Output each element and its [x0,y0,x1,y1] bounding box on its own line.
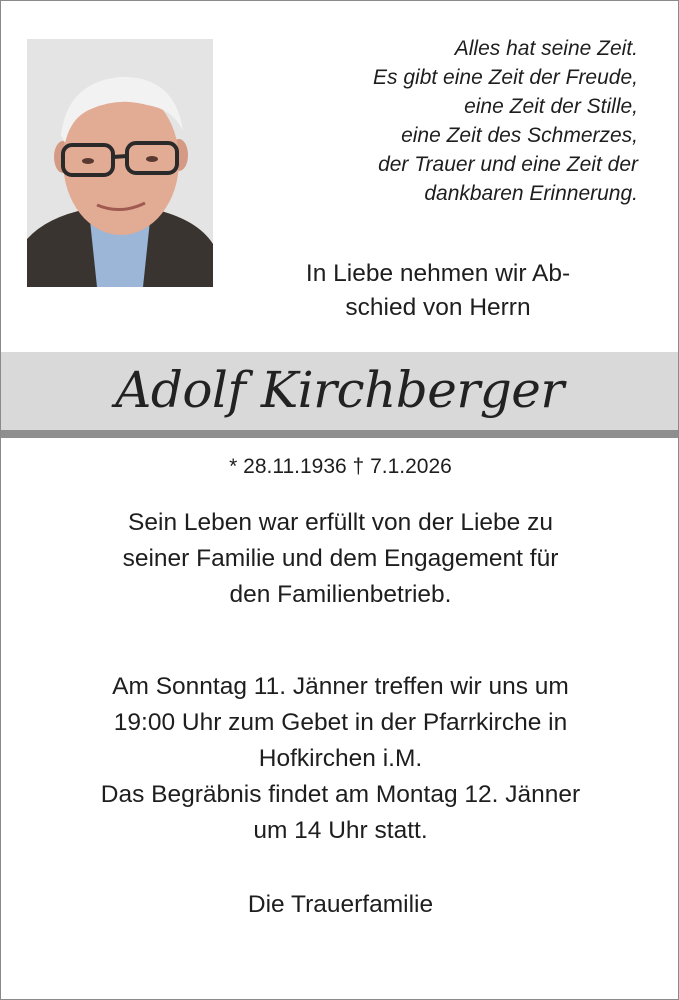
life-dates: * 28.11.1936 † 7.1.2026 [229,455,452,478]
text-line: um 14 Uhr statt. [253,817,428,844]
poem-line: Alles hat seine Zeit. [454,37,638,60]
text-line: den Familienbetrieb. [229,581,452,608]
family-signature: Die Trauerfamilie [247,891,434,918]
deceased-name: Adolf Kirchberger [115,361,564,419]
poem-line: eine Zeit des Schmerzes, [401,124,638,147]
poem-line: eine Zeit der Stille, [464,95,638,118]
banner-divider [1,430,678,438]
intro-line: In Liebe nehmen wir Ab- [305,260,571,287]
intro-line: schied von Herrn [345,294,531,321]
text-line: Das Begräbnis findet am Montag 12. Jänner [100,781,581,808]
name-banner [1,352,678,438]
text-line: Hofkirchen i.M. [258,745,423,772]
poem-line: dankbaren Erinnerung. [424,182,638,205]
service-announcement [1,669,679,849]
portrait-illustration [27,39,213,287]
text-line: 19:00 Uhr zum Gebet in der Pfarrkirche in [113,709,568,736]
poem-line: der Trauer und eine Zeit der [378,153,638,176]
poem-line: Es gibt eine Zeit der Freude, [373,66,638,89]
text-line: Am Sonntag 11. Jänner treffen wir uns um [112,673,569,700]
text-line: seiner Familie und dem Engagement für [122,545,559,572]
poem-quote [258,34,638,208]
life-description [1,505,679,613]
portrait-photo [27,39,213,287]
farewell-intro [241,257,635,325]
text-line: Sein Leben war erfüllt von der Liebe zu [128,509,553,536]
